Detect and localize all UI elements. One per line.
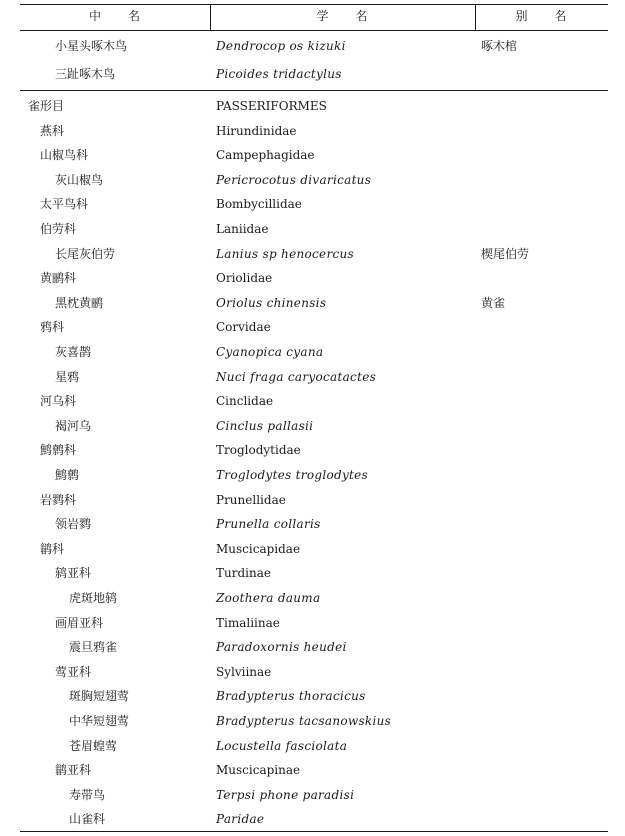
scientific-name-cell: Laniidae [216, 222, 269, 236]
species-table [20, 4, 608, 832]
table-row [20, 561, 608, 585]
table-row [20, 192, 608, 216]
table-row [20, 807, 608, 831]
table-row [20, 586, 608, 610]
table-row [20, 34, 608, 58]
table-row [20, 94, 608, 118]
table-row [20, 611, 608, 635]
table-row [20, 463, 608, 487]
table-row [20, 143, 608, 167]
chinese-name-cell: 黑枕黄鹂 [55, 295, 104, 310]
scientific-name-cell: Cyanopica cyana [216, 345, 324, 359]
table-row [20, 635, 608, 659]
table-row [20, 266, 608, 290]
scientific-name-cell: Muscicapidae [216, 541, 301, 556]
table-bottom-rule [20, 831, 608, 832]
scientific-name-cell: Muscicapinae [216, 763, 301, 778]
section-divider-rule [20, 90, 608, 91]
chinese-name-cell: 长尾灰伯劳 [55, 246, 116, 261]
chinese-name-cell: 太平鸟科 [40, 197, 89, 212]
chinese-name-cell: 苍眉蝗莺 [69, 738, 118, 753]
scientific-name-cell: Timaliinae [216, 615, 280, 630]
chinese-name-cell: 雀形目 [28, 99, 65, 113]
table-row [20, 783, 608, 807]
scientific-name-cell: Zoothera dauma [216, 591, 321, 605]
header-bottom-rule [20, 30, 608, 31]
scientific-name-cell: PASSERIFORMES [216, 99, 327, 113]
table-row [20, 758, 608, 782]
table-row [20, 660, 608, 684]
chinese-name-cell: 鸦科 [40, 320, 65, 335]
scientific-name-cell: Terpsi phone paradisi [216, 787, 355, 802]
table-row [20, 684, 608, 708]
scientific-name-cell: Bradypterus thoracicus [216, 689, 366, 704]
table-row [20, 734, 608, 758]
chinese-name-cell: 河乌科 [40, 394, 77, 409]
header-chinese-name: 中 名 [88, 9, 141, 23]
chinese-name-cell: 燕科 [40, 123, 65, 138]
scientific-name-cell: Cinclus pallasii [216, 418, 314, 433]
table-row [20, 315, 608, 339]
chinese-name-cell: 鸫亚科 [55, 566, 92, 581]
chinese-name-cell: 伯劳科 [40, 222, 77, 236]
chinese-name-cell: 斑胸短翅莺 [69, 689, 130, 704]
table-row [20, 340, 608, 364]
scientific-name-cell: Troglodytes troglodytes [216, 468, 369, 482]
chinese-name-cell: 黄鹂科 [40, 271, 77, 286]
scientific-name-cell: Bombycillidae [216, 197, 302, 212]
scientific-name-cell: Prunellidae [216, 492, 286, 507]
chinese-name-cell: 褐河乌 [55, 418, 92, 433]
table-row [20, 512, 608, 536]
scientific-name-cell: Locustella fasciolata [216, 738, 348, 753]
chinese-name-cell: 小星头啄木鸟 [55, 39, 128, 53]
scientific-name-cell: Campephagidae [216, 148, 315, 163]
scientific-name-cell: Corvidae [216, 320, 271, 335]
chinese-name-cell: 鹟亚科 [55, 763, 92, 778]
table-row [20, 119, 608, 143]
chinese-name-cell: 三趾啄木鸟 [55, 67, 116, 81]
scientific-name-cell: Cinclidae [216, 394, 274, 409]
table-row [20, 709, 608, 733]
table-row [20, 291, 608, 315]
scientific-name-cell: Hirundinidae [216, 123, 297, 138]
table-row [20, 242, 608, 266]
scientific-name-cell: Paridae [216, 812, 265, 827]
table-row [20, 389, 608, 413]
table-row [20, 62, 608, 86]
chinese-name-cell: 震旦鸦雀 [69, 640, 118, 655]
chinese-name-cell: 鹪鹩科 [40, 443, 77, 458]
chinese-name-cell: 画眉亚科 [55, 615, 104, 630]
table-row [20, 168, 608, 192]
alias-cell: 楔尾伯劳 [481, 246, 530, 261]
scientific-name-cell: Sylviinae [216, 664, 272, 679]
chinese-name-cell: 鹪鹩 [55, 468, 80, 482]
scientific-name-cell: Bradypterus tacsanowskius [216, 714, 392, 728]
table-row [20, 414, 608, 438]
table-row [20, 365, 608, 389]
chinese-name-cell: 莺亚科 [55, 664, 92, 679]
scientific-name-cell: Paradoxornis heudei [216, 640, 347, 655]
chinese-name-cell: 灰喜鹊 [55, 345, 92, 359]
chinese-name-cell: 虎斑地鸫 [69, 591, 118, 605]
chinese-name-cell: 鹟科 [40, 541, 65, 556]
table-row [20, 488, 608, 512]
chinese-name-cell: 中华短翅莺 [69, 714, 130, 728]
scientific-name-cell: Troglodytidae [216, 443, 301, 458]
chinese-name-cell: 山椒鸟科 [40, 148, 89, 163]
alias-cell: 啄木棺 [481, 39, 518, 53]
chinese-name-cell: 寿带鸟 [69, 787, 106, 802]
scientific-name-cell: Pericrocotus divaricatus [216, 172, 372, 187]
chinese-name-cell: 山雀科 [69, 812, 106, 827]
table-row [20, 217, 608, 241]
scientific-name-cell: Lanius sp henocercus [216, 246, 354, 261]
chinese-name-cell: 领岩鹨 [55, 517, 92, 532]
header-scientific-name: 学 名 [316, 9, 369, 23]
chinese-name-cell: 灰山椒鸟 [55, 172, 104, 187]
chinese-name-cell: 星鸦 [55, 369, 80, 384]
chinese-name-cell: 岩鹨科 [40, 492, 77, 507]
alias-cell: 黄雀 [481, 295, 506, 310]
scientific-name-cell: Oriolidae [216, 271, 273, 286]
scientific-name-cell: Prunella collaris [216, 517, 321, 532]
scientific-name-cell: Turdinae [216, 566, 271, 581]
table-row [20, 438, 608, 462]
header-alias: 别 名 [515, 9, 568, 23]
scientific-name-cell: Oriolus chinensis [216, 295, 327, 310]
scientific-name-cell: Picoides tridactylus [216, 67, 342, 81]
table-header [20, 4, 608, 31]
scientific-name-cell: Nuci fraga caryocatactes [216, 369, 377, 384]
scientific-name-cell: Dendrocop os kizuki [216, 39, 346, 53]
table-row [20, 537, 608, 561]
